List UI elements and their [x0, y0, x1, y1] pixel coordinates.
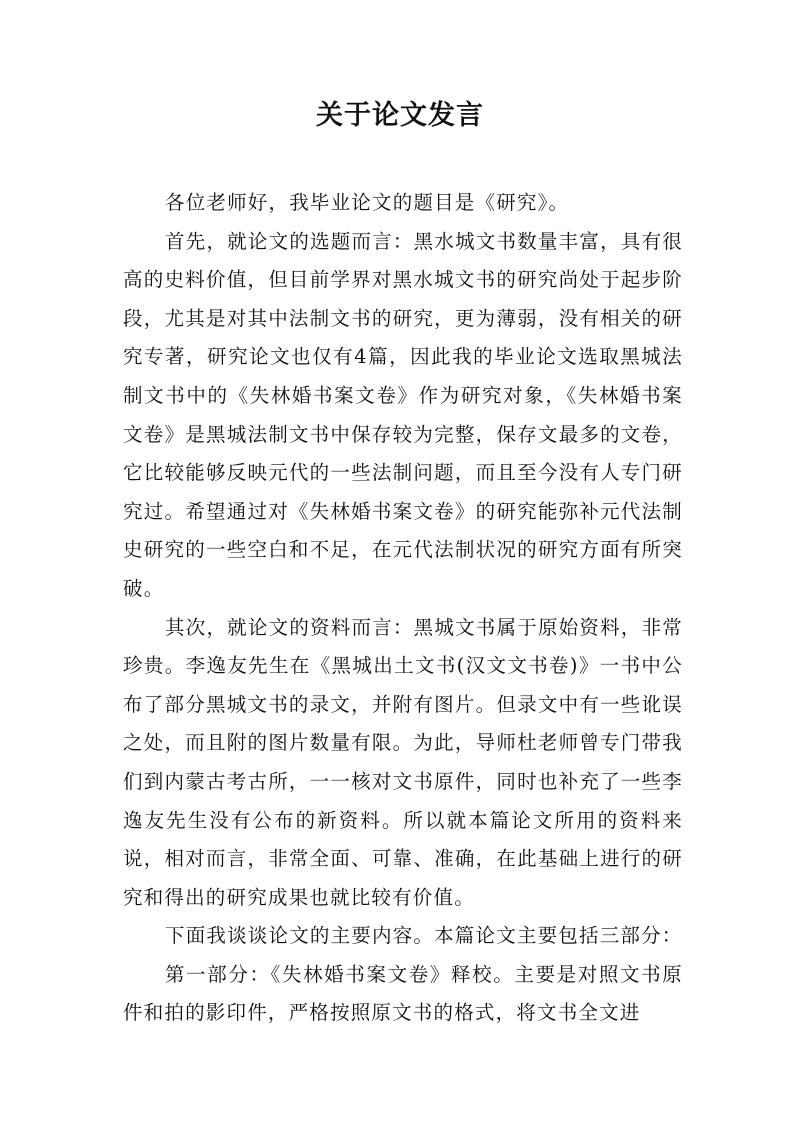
page-title: 关于论文发言 [316, 100, 484, 131]
paragraph-topic-selection: 首先，就论文的选题而言：黑水城文书数量丰富，具有很高的史料价值，但目前学界对黑水城文书的研究尚处于起步阶段，尤其是对其中法制文书的研究，更为薄弱，没有相关的研究专著，研究论文也仅有4篇，因此我的毕业论文选取黑城法制文书中的《失林婚书案文卷》作为研究对象，《失林婚书案文卷》是黑城法制文书中保存较为完整，保存文最多的文卷，它比较能够反映元代的一些法制问题，而且至今没有人专门研究过。希望通过对《失林婚书案文卷》的研究能弥补元代法制史研究的一些空白和不足，在元代法制状况的研究方面有所突破。 [123, 229, 683, 600]
paragraph-materials: 其次，就论文的资料而言：黑城文书属于原始资料，非常珍贵。李逸友先生在《黑城出土文书(汉文文书卷)》一书中公布了部分黑城文书的录文，并附有图片。但录文中有一些讹误之处，而且附的图片数量有限。为此，导师杜老师曾专门带我们到内蒙古考古所，一一核对文书原件，同时也补充了一些李逸友先生没有公布的新资料。所以就本篇论文所用的资料来说，相对而言，非常全面、可靠、准确，在此基础上进行的研究和得出的研究成果也就比较有价值。 [123, 615, 683, 909]
paragraph-greeting: 各位老师好，我毕业论文的题目是《研究》。 [165, 191, 570, 214]
paragraph-content-intro: 下面我谈谈论文的主要内容。本篇论文主要包括三部分： [165, 924, 683, 948]
document-body [123, 184, 683, 1033]
paragraph-part-one: 第一部分：《失林婚书案文卷》释校。主要是对照文书原件和拍的影印件，严格按照原文书的格式，将文书全文进 [123, 962, 683, 1025]
